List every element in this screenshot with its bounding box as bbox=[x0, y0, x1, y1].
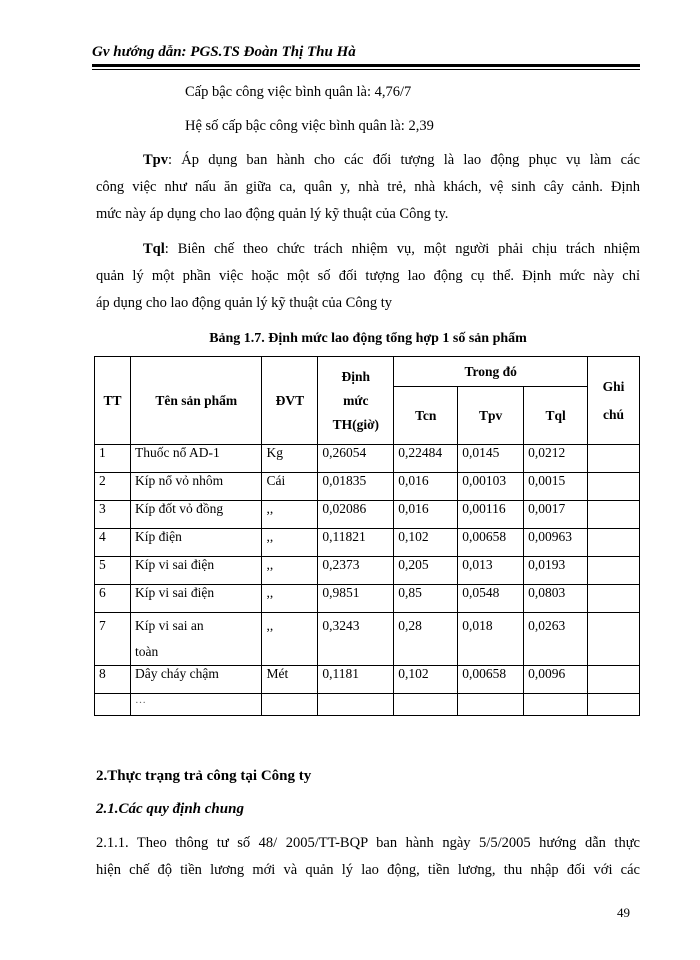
cell-tpv: 0,00116 bbox=[458, 501, 524, 529]
cell-norm: 0,3243 bbox=[318, 613, 394, 666]
cell-product-line2: toàn bbox=[134, 644, 159, 659]
cell-tql: 0,0015 bbox=[524, 473, 588, 501]
header-norm bbox=[318, 357, 394, 445]
cell-tql: 0,0017 bbox=[524, 501, 588, 529]
cell-unit: ,, bbox=[262, 585, 318, 613]
table-row bbox=[95, 557, 640, 585]
table-row-empty bbox=[95, 694, 640, 716]
cell-tt: 4 bbox=[95, 529, 131, 557]
cell-product: Kíp nổ vỏ nhôm bbox=[130, 473, 262, 501]
cell-unit: Mét bbox=[262, 666, 318, 694]
cell-tpv: 0,00658 bbox=[458, 529, 524, 557]
tql-text-1: : Biên chế theo chức trách nhiệm vụ, một người phải chịu trách nhiệm bbox=[164, 241, 640, 257]
tpv-paragraph-line2: công việc như nấu ăn giữa ca, quân y, nhà trẻ, nhà khách, vệ sinh cây cảnh. Định bbox=[96, 179, 640, 195]
table-row bbox=[95, 666, 640, 694]
cell-tt: 5 bbox=[95, 557, 131, 585]
cell-note bbox=[588, 557, 640, 585]
cell-tt: 7 bbox=[95, 613, 131, 666]
cell-tpv: 0,013 bbox=[458, 557, 524, 585]
table-row bbox=[95, 501, 640, 529]
cell-tt: 3 bbox=[95, 501, 131, 529]
section-paragraph-line2: hiện chế độ tiền lương mới và quản lý lao động, tiền lương, thu nhập đối với các bbox=[96, 862, 640, 878]
cell-product: Kíp vi sai điện bbox=[130, 557, 262, 585]
header-norm-line3: TH(giờ) bbox=[332, 416, 380, 432]
cell-product bbox=[130, 613, 262, 666]
tpv-label: Tpv bbox=[143, 152, 168, 168]
tql-label: Tql bbox=[143, 241, 165, 257]
cell-tcn: 0,205 bbox=[394, 557, 458, 585]
cell-tcn bbox=[394, 694, 458, 716]
cell-tql bbox=[524, 694, 588, 716]
cell-tpv: 0,0548 bbox=[458, 585, 524, 613]
header-of-which: Trong đó bbox=[394, 357, 588, 387]
cell-tpv: 0,00103 bbox=[458, 473, 524, 501]
cell-tpv: 0,018 bbox=[458, 613, 524, 666]
cell-tt bbox=[95, 694, 131, 716]
cell-tt: 8 bbox=[95, 666, 131, 694]
cell-norm: 0,26054 bbox=[318, 445, 394, 473]
cell-product: Thuốc nổ AD-1 bbox=[130, 445, 262, 473]
subsection-heading: 2.1.Các quy định chung bbox=[96, 801, 244, 817]
cell-note bbox=[588, 501, 640, 529]
header-tql: Tql bbox=[524, 387, 588, 445]
cell-tcn: 0,28 bbox=[394, 613, 458, 666]
header-unit: ĐVT bbox=[262, 357, 318, 445]
cell-tpv: 0,00658 bbox=[458, 666, 524, 694]
cell-product: Kíp đốt vỏ đồng bbox=[130, 501, 262, 529]
cell-note bbox=[588, 473, 640, 501]
cell-unit: Cái bbox=[262, 473, 318, 501]
page-header: Gv hướng dẫn: PGS.TS Đoàn Thị Thu Hà bbox=[92, 44, 356, 60]
cell-note bbox=[588, 613, 640, 666]
header-tcn: Tcn bbox=[394, 387, 458, 445]
cell-tcn: 0,22484 bbox=[394, 445, 458, 473]
cell-tql: 0,0803 bbox=[524, 585, 588, 613]
table-row bbox=[95, 473, 640, 501]
header-note bbox=[588, 357, 640, 445]
header-note-line1: Ghi bbox=[602, 378, 625, 394]
cell-note bbox=[588, 694, 640, 716]
cell-product-line1: Kíp vi sai an bbox=[134, 618, 204, 633]
cell-product: Kíp điện bbox=[130, 529, 262, 557]
cell-tcn: 0,102 bbox=[394, 666, 458, 694]
tpv-text-1: : Áp dụng ban hành cho các đối tượng là lao động phục vụ làm các bbox=[168, 152, 640, 168]
cell-tql: 0,0212 bbox=[524, 445, 588, 473]
header-norm-line1: Định bbox=[341, 368, 371, 384]
table-row bbox=[95, 613, 640, 666]
cell-tpv: 0,0145 bbox=[458, 445, 524, 473]
tql-paragraph-line1 bbox=[143, 241, 640, 258]
cell-unit: ,, bbox=[262, 501, 318, 529]
header-rule-thin bbox=[92, 69, 640, 70]
cell-ellipsis: … bbox=[130, 694, 262, 716]
section-paragraph-line1: 2.1.1. Theo thông tư số 48/ 2005/TT-BQP ban hành ngày 5/5/2005 hướng dẫn thực bbox=[96, 835, 640, 851]
labor-norm-table bbox=[94, 356, 640, 716]
cell-note bbox=[588, 445, 640, 473]
cell-unit bbox=[262, 694, 318, 716]
cell-unit: Kg bbox=[262, 445, 318, 473]
cell-tpv bbox=[458, 694, 524, 716]
cell-tt: 1 bbox=[95, 445, 131, 473]
cell-norm: 0,01835 bbox=[318, 473, 394, 501]
header-rule-thick bbox=[92, 64, 640, 67]
cell-norm: 0,9851 bbox=[318, 585, 394, 613]
cell-unit: ,, bbox=[262, 529, 318, 557]
cell-note bbox=[588, 529, 640, 557]
cell-tt: 6 bbox=[95, 585, 131, 613]
table-caption: Bảng 1.7. Định mức lao động tổng hợp 1 số sản phẩm bbox=[209, 331, 527, 346]
cell-norm: 0,02086 bbox=[318, 501, 394, 529]
page-number: 49 bbox=[617, 905, 630, 920]
table-row bbox=[95, 585, 640, 613]
cell-tcn: 0,85 bbox=[394, 585, 458, 613]
cell-tcn: 0,016 bbox=[394, 501, 458, 529]
cell-norm: 0,11821 bbox=[318, 529, 394, 557]
table-row bbox=[95, 445, 640, 473]
cell-note bbox=[588, 666, 640, 694]
cell-tcn: 0,016 bbox=[394, 473, 458, 501]
header-product-name: Tên sản phẩm bbox=[130, 357, 262, 445]
cell-tql: 0,0096 bbox=[524, 666, 588, 694]
avg-job-grade: Cấp bậc công việc bình quân là: 4,76/7 bbox=[185, 84, 412, 100]
cell-norm: 0,2373 bbox=[318, 557, 394, 585]
cell-norm: 0,1181 bbox=[318, 666, 394, 694]
cell-tql: 0,0263 bbox=[524, 613, 588, 666]
cell-tcn: 0,102 bbox=[394, 529, 458, 557]
header-tt: TT bbox=[95, 357, 131, 445]
cell-tt: 2 bbox=[95, 473, 131, 501]
tql-paragraph-line3: áp dụng cho lao động quản lý kỹ thuật của Công ty bbox=[96, 295, 392, 311]
tql-paragraph-line2: quản lý một phần việc hoặc một số đối tượng lao động cụ thể. Định mức này chỉ bbox=[96, 268, 640, 284]
avg-grade-coefficient: Hệ số cấp bậc công việc bình quân là: 2,39 bbox=[185, 118, 434, 134]
cell-unit: ,, bbox=[262, 613, 318, 666]
cell-note bbox=[588, 585, 640, 613]
cell-product: Dây cháy chậm bbox=[130, 666, 262, 694]
cell-tql: 0,00963 bbox=[524, 529, 588, 557]
cell-tql: 0,0193 bbox=[524, 557, 588, 585]
cell-norm bbox=[318, 694, 394, 716]
header-norm-line2: mức bbox=[343, 392, 369, 408]
header-note-line2: chú bbox=[603, 406, 625, 422]
section-heading: 2.Thực trạng trả công tại Công ty bbox=[96, 768, 312, 784]
cell-unit: ,, bbox=[262, 557, 318, 585]
header-tpv: Tpv bbox=[458, 387, 524, 445]
cell-product: Kíp vi sai điện bbox=[130, 585, 262, 613]
tpv-paragraph-line1 bbox=[143, 152, 640, 169]
tpv-paragraph-line3: mức này áp dụng cho lao động quản lý kỹ thuật của Công ty. bbox=[96, 206, 449, 222]
table-row bbox=[95, 529, 640, 557]
